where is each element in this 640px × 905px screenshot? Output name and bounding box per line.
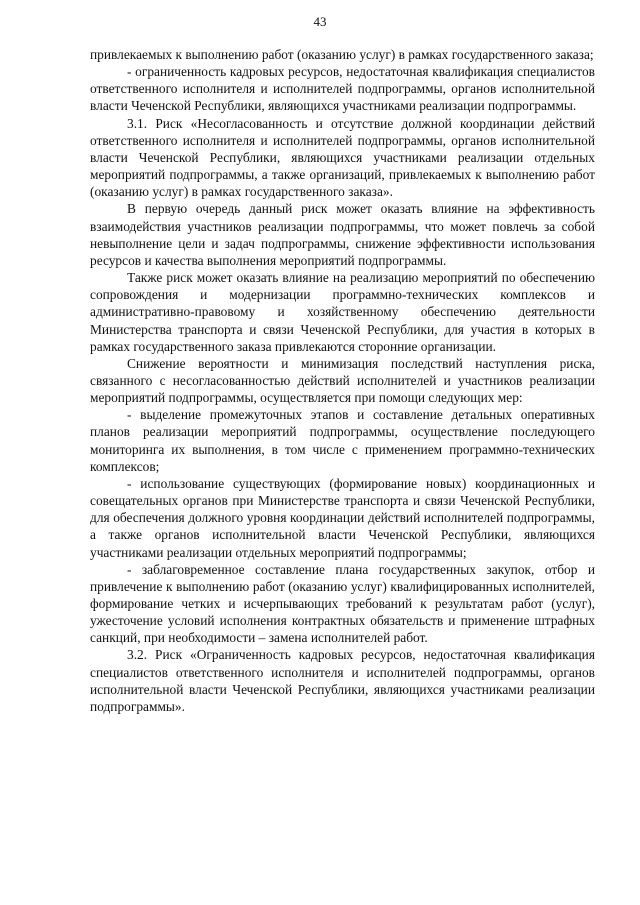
section-heading-risk-3-2: 3.2. Риск «Ограниченность кадровых ресурсов, недостаточная квалификация специалистов ответственного исполнителя и исполнителей подпрограммы, органов исполнительной власти Чеченской Республики, являющихся участниками реализации подпрограммы». (90, 647, 595, 714)
list-item: - заблаговременное составление плана государственных закупок, отбор и привлечение к выполнению работ (оказанию услуг) квалифицированных исполнителей, формирование четких и исчерпывающих требований к результатам работ (услуг), ужесточение условий исполнения контрактных обязательств и применение штрафных санкций, при необходимости – замена исполнителей работ. (90, 561, 595, 646)
document-body (90, 46, 595, 715)
paragraph: Также риск может оказать влияние на реализацию мероприятий по обеспечению сопровождения и модернизации программно-технических комплексов и административно-правовому и хозяйственному обеспечению деятельности Министерства транспорта и связи Чеченской Республики, для участия в которых в рамках государственного заказа привлекаются сторонние организации. (90, 270, 595, 354)
list-item: - использование существующих (формирование новых) координационных и совещательных органов при Министерстве транспорта и связи Чеченской Республики, для обеспечения должного уровня координации действий исполнителей подпрограммы, а также органов исполнительной власти Чеченской Республики, являющихся участниками реализации отдельных мероприятий подпрограммы; (90, 475, 595, 560)
paragraph: В первую очередь данный риск может оказать влияние на эффективность взаимодействия участников реализации подпрограммы, что может повлечь за собой невыполнение цели и задач подпрограммы, снижение эффективности использования ресурсов и качества выполнения мероприятий подпрограммы. (90, 201, 595, 268)
section-heading-risk-3-1: 3.1. Риск «Несогласованность и отсутствие должной координации действий ответственного исполнителя и исполнителей подпрограммы, органов исполнительной власти Чеченской Республики, являющихся участниками реализации отдельных мероприятий подпрограммы, а также организаций, привлекаемых к выполнению работ (оказанию услуг) в рамках государственного заказа». (90, 115, 595, 200)
list-item: - выделение промежуточных этапов и составление детальных оперативных планов реализации мероприятий подпрограммы, осуществление последующего мониторинга их выполнения, в том числе с применением программно-технических комплексов; (90, 407, 595, 474)
page-number: 43 (313, 14, 327, 29)
paragraph: Снижение вероятности и минимизация последствий наступления риска, связанного с несогласованностью действий исполнителей и участников реализации мероприятий подпрограммы, осуществляется при помощи следующих мер: (90, 355, 595, 406)
paragraph: привлекаемых к выполнению работ (оказанию услуг) в рамках государственного заказа; (90, 47, 594, 62)
paragraph: - ограниченность кадровых ресурсов, недостаточная квалификация специалистов ответственного исполнителя и исполнителей подпрограммы, органов исполнительной власти Чеченской Республики, являющихся участниками реализации подпрограммы. (90, 64, 595, 114)
